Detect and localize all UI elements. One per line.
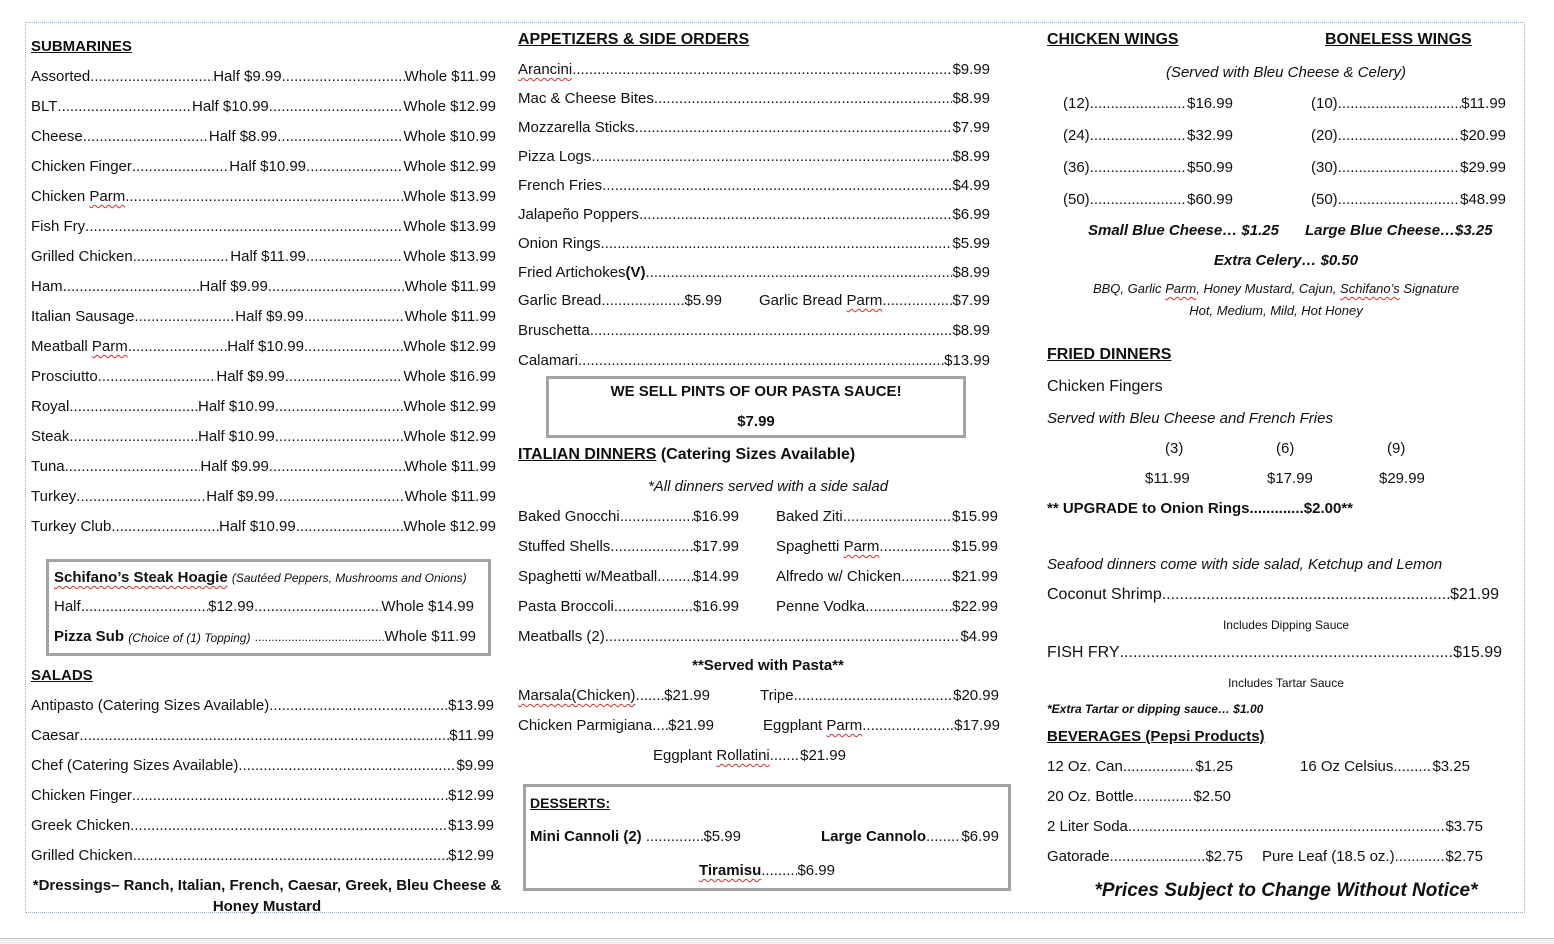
can-price: $1.25 [1195, 758, 1233, 775]
boneless-wing-row [1311, 191, 1506, 209]
italian-dinner-price: $15.99 [952, 538, 998, 555]
sub-whole-price: Whole $13.99 [403, 218, 496, 235]
sub-half-price: Half $9.99 [206, 488, 275, 505]
served-with-pasta: **Served with Pasta** [692, 657, 844, 674]
sub-item-row [31, 398, 496, 416]
boneless-qty: (10) [1311, 95, 1338, 112]
salad-price: $13.99 [448, 697, 494, 714]
sub-whole-price: Whole $12.99 [403, 98, 496, 115]
finger-price-6: $17.99 [1267, 470, 1313, 487]
sub-whole-price: Whole $13.99 [403, 188, 496, 205]
italian-dinner-name: Baked Gnocchi [518, 508, 620, 525]
salad-price: $11.99 [449, 727, 494, 744]
wing-flavors-line-1: BBQ, Garlic Parm, Honey Mustard, Cajun, Schifano’s Signature [1092, 281, 1460, 296]
marsala-row [518, 687, 710, 705]
sub-half-price: Half $11.99 [230, 248, 306, 265]
salad-name: Greek Chicken [31, 817, 131, 834]
onion-ring-upgrade-row [1047, 500, 1353, 518]
sub-name: Fish Fry [31, 218, 86, 235]
appetizer-name: Bruschetta [518, 322, 590, 339]
sub-half-price: Half $9.99 [216, 368, 285, 385]
salad-item-row [31, 757, 494, 775]
appetizer-price: $8.99 [952, 264, 990, 281]
italian-dinner-price: $17.99 [693, 538, 739, 555]
garlic-bread-row [518, 292, 722, 310]
sub-name: Tuna [31, 458, 65, 475]
sub-item-row [31, 98, 496, 116]
italian-note: *All dinners served with a side salad [647, 478, 889, 495]
onion-ring-upgrade-label: ** UPGRADE to Onion Rings [1047, 500, 1250, 517]
hoagie-whole-price: Whole $14.99 [381, 598, 474, 615]
appetizer-item-row [518, 119, 990, 137]
italian-dinner-row [776, 598, 998, 616]
liter-row [1047, 818, 1483, 836]
sub-name: Grilled Chicken [31, 248, 133, 265]
boneless-wings-title: BONELESS WINGS [1325, 31, 1472, 48]
italian-dinner-row [518, 538, 739, 556]
vegetarian-marker: (V) [625, 264, 646, 281]
italian-dinner-name: Spaghetti Parm [776, 538, 880, 555]
mini-cannoli-name: Mini Cannoli (2) [530, 828, 642, 845]
sub-item-row [31, 488, 496, 506]
salad-name: Chef (Catering Sizes Available) [31, 757, 239, 774]
beverages-title: BEVERAGES (Pepsi Products) [1047, 728, 1265, 745]
fried-dinners-title: FRIED DINNERS [1047, 346, 1172, 363]
desserts-title: DESSERTS: [530, 795, 611, 811]
sub-item-row [31, 518, 496, 536]
pizza-sub-name: Pizza Sub [54, 628, 125, 645]
appetizer-name: Mozzarella Sticks [518, 119, 635, 136]
appetizer-item-row [518, 352, 990, 370]
hoagie-price-row [54, 598, 474, 616]
garlic-bread-price: $5.99 [684, 292, 722, 309]
sub-item-row [31, 368, 496, 386]
wing-price: $60.99 [1187, 191, 1233, 208]
appetizer-name: Calamari [518, 352, 579, 369]
sub-name: Royal [31, 398, 70, 415]
tripe-name: Tripe [760, 687, 794, 704]
pizza-sub-row [54, 628, 476, 648]
boneless-price: $29.99 [1460, 159, 1506, 176]
liter-price: $3.75 [1445, 818, 1483, 835]
italian-dinner-name: Stuffed Shells [518, 538, 611, 555]
extra-tartar-note: *Extra Tartar or dipping sauce… $1.00 [1047, 702, 1264, 716]
appetizer-item-row [518, 177, 990, 195]
appetizer-name: Jalapeño Poppers [518, 206, 639, 223]
sub-half-price: Half $10.99 [192, 98, 269, 115]
sub-whole-price: Whole $11.99 [404, 278, 497, 295]
eggplant-parm-row [763, 717, 1000, 735]
sub-half-price: Half $10.99 [198, 428, 275, 445]
appetizer-price: $8.99 [952, 322, 990, 339]
sub-half-price: Half $10.99 [229, 158, 307, 175]
wing-qty: (36) [1063, 159, 1090, 176]
wing-flavors-line-2: Hot, Medium, Mild, Hot Honey [1189, 303, 1363, 318]
marsala-price: $21.99 [664, 687, 710, 704]
finger-size-9: (9) [1387, 440, 1406, 457]
sub-name: Turkey Club [31, 518, 112, 535]
gatorade-row [1047, 848, 1243, 866]
italian-dinner-name: Alfredo w/ Chicken [776, 568, 902, 585]
small-blue-cheese: Small Blue Cheese… $1.25 [1088, 222, 1279, 239]
tiramisu-row [699, 862, 835, 880]
sub-half-price: Half $9.99 [213, 68, 282, 85]
appetizer-item-row [518, 322, 990, 340]
boneless-price: $48.99 [1460, 191, 1506, 208]
extra-celery: Extra Celery… $0.50 [1213, 252, 1359, 269]
chicken-wing-row [1063, 191, 1233, 209]
italian-dinner-row [518, 508, 739, 526]
hoagie-name: Schifano’s Steak Hoagie [54, 569, 228, 586]
appetizer-name: Onion Rings [518, 235, 601, 252]
meatballs-row [518, 628, 998, 646]
sub-whole-price: Whole $12.99 [403, 158, 497, 175]
italian-dinner-row [518, 568, 739, 586]
meatballs-price: $4.99 [960, 628, 998, 645]
sub-name: Assorted [31, 68, 91, 85]
sub-name: Turkey [31, 488, 77, 505]
gatorade-name: Gatorade [1047, 848, 1110, 865]
tripe-price: $20.99 [953, 687, 999, 704]
finger-size-6: (6) [1276, 440, 1295, 457]
salad-price: $12.99 [448, 787, 494, 804]
sub-whole-price: Whole $11.99 [404, 458, 497, 475]
italian-dinner-name: Penne Vodka [776, 598, 866, 615]
wing-price: $16.99 [1187, 95, 1233, 112]
coconut-shrimp-name: Coconut Shrimp [1047, 586, 1162, 603]
seafood-note: Seafood dinners come with side salad, Ketchup and Lemon [1047, 556, 1443, 573]
sub-whole-price: Whole $10.99 [403, 128, 497, 145]
pasta-sauce-line-1: WE SELL PINTS OF OUR PASTA SAUCE! [610, 383, 902, 400]
coconut-shrimp-price: $21.99 [1450, 586, 1499, 603]
appetizer-item-row [518, 90, 990, 108]
appetizer-price: $5.99 [952, 235, 990, 252]
wing-price: $32.99 [1187, 127, 1233, 144]
tripe-row [760, 687, 999, 705]
large-blue-cheese: Large Blue Cheese…$3.25 [1305, 222, 1493, 239]
appetizer-name: French Fries [518, 177, 603, 194]
italian-dinner-price: $16.99 [693, 598, 739, 615]
sub-half-price: Half $10.99 [227, 338, 304, 355]
appetizer-price: $7.99 [952, 119, 990, 136]
sub-half-price: Half $10.99 [219, 518, 296, 535]
pureleaf-name: Pure Leaf (18.5 oz.) [1262, 848, 1395, 865]
hoagie-half-label: Half [54, 598, 81, 615]
mini-cannoli-row [530, 828, 741, 846]
sub-item-row [31, 248, 496, 266]
garlic-bread-parm-name: Garlic Bread Parm [759, 292, 883, 309]
sub-name: Cheese [31, 128, 83, 145]
appetizer-item-row [518, 264, 990, 282]
chicken-parmigiana-row [518, 717, 714, 735]
celsius-name: 16 Oz Celsius [1300, 758, 1394, 775]
sub-item-row [31, 158, 496, 176]
coconut-shrimp-note: Includes Dipping Sauce [1222, 618, 1350, 632]
finger-price-9: $29.99 [1379, 470, 1425, 487]
bottle-row [1047, 788, 1231, 806]
salad-item-row [31, 727, 494, 745]
italian-dinner-price: $22.99 [952, 598, 998, 615]
sub-whole-price: Whole $12.99 [403, 398, 497, 415]
appetizer-price: $9.99 [952, 61, 990, 78]
wing-qty: (24) [1063, 127, 1090, 144]
salad-price: $13.99 [448, 817, 494, 834]
celsius-row [1300, 758, 1470, 776]
appetizer-item-row [518, 148, 990, 166]
pizza-sub-note: (Choice of (1) Topping) [128, 631, 251, 645]
submarines-title: SUBMARINES [31, 38, 132, 55]
sub-whole-price: Whole $11.99 [404, 68, 497, 85]
sub-name: Meatball Parm [31, 338, 128, 355]
appetizer-price: $8.99 [952, 90, 990, 107]
sub-whole-price: Whole $12.99 [403, 338, 496, 355]
chicken-wing-row [1063, 159, 1233, 177]
sub-whole-price: Whole $16.99 [403, 368, 497, 385]
tiramisu-price: $6.99 [797, 862, 835, 879]
boneless-wing-row [1311, 127, 1506, 145]
eggplant-rollatini-name: Eggplant Rollatini [653, 747, 770, 764]
large-cannolo-price: $6.99 [961, 828, 999, 845]
italian-dinner-row [776, 538, 998, 556]
chicken-wing-row [1063, 127, 1233, 145]
sub-half-price: Half $8.99 [208, 128, 278, 145]
hoagie-note: (Sautéed Peppers, Mushrooms and Onions) [231, 571, 467, 585]
appetizer-price: $4.99 [952, 177, 990, 194]
tiramisu-name: Tiramisu [699, 862, 762, 879]
garlic-bread-parm-row [759, 292, 990, 310]
chicken-fingers-label: Chicken Fingers [1047, 378, 1163, 395]
large-cannolo-name: Large Cannolo [821, 828, 927, 845]
appetizer-name: Fried Artichokes [518, 264, 626, 281]
mini-cannoli-price: $5.99 [703, 828, 741, 845]
sub-name: BLT [31, 98, 58, 115]
boneless-wing-row [1311, 159, 1506, 177]
salad-name: Chicken Finger [31, 787, 132, 804]
celsius-price: $3.25 [1432, 758, 1470, 775]
sub-item-row [31, 308, 496, 326]
gatorade-price: $2.75 [1205, 848, 1243, 865]
pizza-sub-whole-price: Whole $11.99 [384, 628, 476, 645]
sub-name: Chicken Parm [31, 188, 126, 205]
price-disclaimer: *Prices Subject to Change Without Notice* [1094, 880, 1478, 901]
boneless-price: $20.99 [1460, 127, 1506, 144]
salad-item-row [31, 697, 494, 715]
sub-whole-price: Whole $12.99 [403, 518, 496, 535]
italian-dinner-price: $14.99 [693, 568, 739, 585]
wing-qty: (12) [1063, 95, 1090, 112]
sub-item-row [31, 68, 496, 86]
appetizer-item-row [518, 235, 990, 253]
liter-name: 2 Liter Soda [1047, 818, 1128, 835]
onion-ring-upgrade-price: $2.00** [1303, 500, 1353, 517]
sub-item-row [31, 428, 496, 446]
sub-item-row [31, 458, 496, 476]
italian-dinner-name: Baked Ziti [776, 508, 843, 525]
appetizers-title: APPETIZERS & SIDE ORDERS [518, 31, 750, 48]
sub-name: Chicken Finger [31, 158, 132, 175]
sub-half-price: Half $9.99 [235, 308, 304, 325]
wing-price: $50.99 [1187, 159, 1233, 176]
sub-name: Italian Sausage [31, 308, 135, 325]
fish-fry-note: Includes Tartar Sauce [1228, 676, 1344, 690]
appetizer-item-row [518, 61, 990, 79]
sub-half-price: Half $10.99 [198, 398, 275, 415]
chicken-parmigiana-price: $21.99 [668, 717, 714, 734]
italian-title-line [518, 446, 855, 464]
salad-price: $9.99 [456, 757, 494, 774]
boneless-qty: (30) [1311, 159, 1338, 176]
salad-price: $12.99 [448, 847, 494, 864]
pureleaf-row [1262, 848, 1483, 866]
italian-dinner-price: $15.99 [952, 508, 998, 525]
italian-dinner-row [776, 508, 998, 526]
hoagie-half-price: $12.99 [208, 598, 254, 615]
finger-price-3: $11.99 [1145, 470, 1190, 487]
large-cannolo-row [821, 828, 999, 846]
chicken-wings-title: CHICKEN WINGS [1047, 31, 1179, 48]
finger-size-3: (3) [1165, 440, 1184, 457]
sub-whole-price: Whole $11.99 [404, 488, 497, 505]
salad-item-row [31, 787, 494, 805]
appetizer-name: Arancini [518, 61, 573, 78]
pasta-sauce-price: $7.99 [737, 413, 775, 430]
meatballs-name: Meatballs (2) [518, 628, 605, 645]
appetizer-price: $6.99 [952, 206, 990, 223]
sub-whole-price: Whole $11.99 [404, 308, 497, 325]
can-name: 12 Oz. Can [1047, 758, 1123, 775]
fish-fry-row [1047, 644, 1502, 662]
appetizer-name: Pizza Logs [518, 148, 592, 165]
bottle-price: $2.50 [1193, 788, 1231, 805]
eggplant-parm-name: Eggplant Parm [763, 717, 863, 734]
appetizer-name: Mac & Cheese Bites [518, 90, 654, 107]
sub-item-row [31, 218, 496, 236]
sub-whole-price: Whole $13.99 [403, 248, 496, 265]
sub-item-row [31, 338, 496, 356]
italian-dinner-name: Pasta Broccoli [518, 598, 614, 615]
salad-name: Antipasto (Catering Sizes Available) [31, 697, 270, 714]
italian-dinner-row [776, 568, 998, 586]
sub-item-row [31, 128, 496, 146]
sub-whole-price: Whole $12.99 [403, 428, 497, 445]
italian-title: ITALIAN DINNERS [518, 446, 657, 463]
italian-dinner-name: Spaghetti w/Meatball [518, 568, 658, 585]
sub-item-row [31, 278, 496, 296]
italian-dinner-price: $16.99 [693, 508, 739, 525]
marsala-name: Marsala(Chicken) [518, 687, 636, 704]
appetizer-price: $8.99 [952, 148, 990, 165]
sub-name: Steak [31, 428, 70, 445]
sub-name: Prosciutto [31, 368, 98, 385]
chicken-fingers-served: Served with Bleu Cheese and French Fries [1047, 410, 1333, 427]
sub-half-price: Half $9.99 [200, 458, 269, 475]
eggplant-parm-price: $17.99 [954, 717, 1000, 734]
dressings-line-1: *Dressings– Ranch, Italian, French, Caesar, Greek, Bleu Cheese & [32, 877, 502, 894]
appetizer-price: $13.99 [944, 352, 990, 369]
boneless-qty: (20) [1311, 127, 1338, 144]
sub-half-price: Half $9.99 [199, 278, 268, 295]
wings-served-note: (Served with Bleu Cheese & Celery) [1165, 64, 1407, 81]
salad-item-row [31, 817, 494, 835]
garlic-bread-name: Garlic Bread [518, 292, 602, 309]
boneless-price: $11.99 [1461, 95, 1506, 112]
salad-name: Grilled Chicken [31, 847, 133, 864]
page-bottom-edge [0, 938, 1554, 944]
garlic-bread-parm-price: $7.99 [952, 292, 990, 309]
italian-dinner-price: $21.99 [952, 568, 998, 585]
coconut-shrimp-row [1047, 586, 1499, 604]
wing-qty: (50) [1063, 191, 1090, 208]
eggplant-rollatini-price: $21.99 [800, 747, 846, 764]
boneless-qty: (50) [1311, 191, 1338, 208]
eggplant-rollatini-row [653, 747, 846, 765]
can-row [1047, 758, 1233, 776]
italian-subtitle: (Catering Sizes Available) [660, 446, 856, 463]
dressings-line-2: Honey Mustard [212, 898, 322, 915]
italian-dinner-row [518, 598, 739, 616]
boneless-wing-row [1311, 95, 1506, 113]
sub-name: Ham [31, 278, 63, 295]
chicken-wing-row [1063, 95, 1233, 113]
sub-item-row [31, 188, 496, 206]
appetizer-item-row [518, 206, 990, 224]
pureleaf-price: $2.75 [1445, 848, 1483, 865]
salads-title: SALADS [31, 667, 93, 684]
salad-item-row [31, 847, 494, 865]
hoagie-title-line [54, 569, 467, 587]
salad-name: Caesar [31, 727, 80, 744]
chicken-parmigiana-name: Chicken Parmigiana [518, 717, 653, 734]
fish-fry-price: $15.99 [1453, 644, 1502, 661]
fish-fry-name: FISH FRY [1047, 644, 1120, 661]
bottle-name: 20 Oz. Bottle [1047, 788, 1134, 805]
